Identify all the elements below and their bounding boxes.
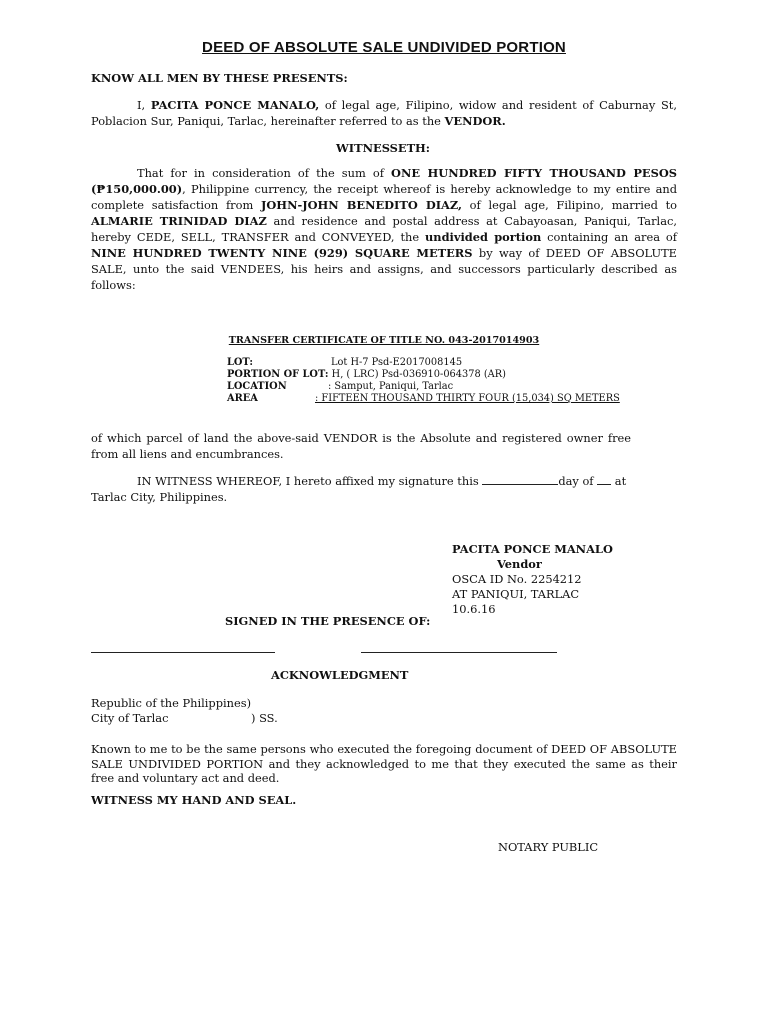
day-blank[interactable] (482, 472, 558, 485)
witness-1-signature-line[interactable] (91, 652, 275, 653)
consideration-paragraph (91, 165, 677, 293)
body-text-5: containing an area of (541, 230, 677, 244)
parcel-paragraph: of which parcel of land the above-said VENDOR is the Absolute and registered owner free from all liens and encumbrances. (91, 431, 631, 461)
body-text-4: and residence and postal address at Cabayoasan, Paniqui, Tarlac, hereby CEDE, SELL, TRANSFER and CONVEYED, the (91, 214, 677, 244)
undivided-portion: undivided portion (425, 230, 542, 244)
at-text: at (611, 474, 627, 488)
document-title: DEED OF ABSOLUTE SALE UNDIVIDED PORTION (202, 39, 566, 56)
intro-text-2: of legal age, Filipino, widow and resident of Caburnay St, Poblacion Sur, Paniqui, Tarlac, hereinafter referred to as the (91, 98, 677, 128)
know-all-heading: KNOW ALL MEN BY THESE PRESENTS: (91, 71, 348, 85)
vendee-name: JOHN-JOHN BENEDITO DIAZ, (261, 198, 462, 212)
area-row (227, 393, 620, 406)
acknowledgment-heading: ACKNOWLEDGMENT (271, 668, 409, 682)
body-text-1: That for in consideration of the sum of (137, 166, 392, 180)
witness-hand-seal: WITNESS MY HAND AND SEAL. (91, 793, 297, 807)
body-text-6: by way of DEED OF ABSOLUTE SALE, unto the said VENDEES, his heirs and assigns, and successors particularly described as follows: (91, 246, 677, 292)
body-text-2: , Philippine currency, the receipt whereof is hereby acknowledge to my entire and complete satisfaction from (91, 182, 677, 212)
lot-value: Lot H-7 Psd-E2017008145 (331, 357, 463, 368)
intro-text-1: I, (137, 98, 151, 112)
portion-row (227, 369, 506, 382)
tct-heading: TRANSFER CERTIFICATE OF TITLE NO. 043-2017014903 (228, 335, 540, 346)
portion-label: PORTION OF LOT: (227, 369, 329, 380)
location-label: LOCATION (227, 381, 287, 392)
intro-paragraph (91, 97, 677, 129)
amount-words: ONE HUNDRED FIFTY THOUSAND PESOS (₱150,000.00) (91, 166, 677, 196)
venue-city: City of Tarlac (91, 711, 169, 725)
witnesseth-heading: WITNESSETH: (336, 141, 431, 155)
notary-public: NOTARY PUBLIC (498, 840, 599, 854)
area-words: NINE HUNDRED TWENTY NINE (929) SQUARE METERS (91, 246, 473, 260)
body-text-3: of legal age, Filipino, married to (461, 198, 678, 212)
location-row (227, 381, 453, 394)
location-value: : Samput, Paniqui, Tarlac (328, 381, 454, 392)
vendor-word: VENDOR. (444, 114, 506, 128)
vendor-signature-name: PACITA PONCE MANALO (452, 542, 613, 556)
vendor-role: Vendor (497, 557, 542, 571)
day-of-text: day of (558, 474, 598, 488)
area-label: AREA (227, 393, 258, 404)
portion-value: H, ( LRC) Psd-036910-064378 (AR) (328, 369, 506, 380)
spouse-name: ALMARIE TRINIDAD DIAZ (91, 214, 267, 228)
in-witness-paragraph (91, 472, 677, 505)
known-paragraph: Known to me to be the same persons who executed the foregoing document of DEED OF ABSOLUTE SALE UNDIVIDED PORTION and they acknowledged to me that they executed the same as their free and voluntary act and deed. (91, 742, 677, 785)
witness-2-signature-line[interactable] (361, 652, 557, 653)
venue-ss: ) SS. (251, 711, 278, 725)
vendor-place: AT PANIQUI, TARLAC (452, 587, 580, 601)
area-value: : FIFTEEN THOUSAND THIRTY FOUR (15,034) SQ METERS (315, 393, 620, 404)
month-blank[interactable] (597, 472, 611, 485)
osca-id: OSCA ID No. 2254212 (452, 572, 582, 586)
vendor-date: 10.6.16 (452, 602, 496, 616)
lot-row (227, 357, 462, 370)
venue-country: Republic of the Philippines) (91, 696, 252, 710)
signed-presence-heading: SIGNED IN THE PRESENCE OF: (225, 614, 431, 628)
place-line: Tarlac City, Philippines. (91, 490, 228, 504)
in-witness-text: IN WITNESS WHEREOF, I hereto affixed my signature this (137, 474, 483, 488)
lot-label: LOT: (227, 357, 253, 368)
vendor-name: PACITA PONCE MANALO, (150, 98, 320, 112)
